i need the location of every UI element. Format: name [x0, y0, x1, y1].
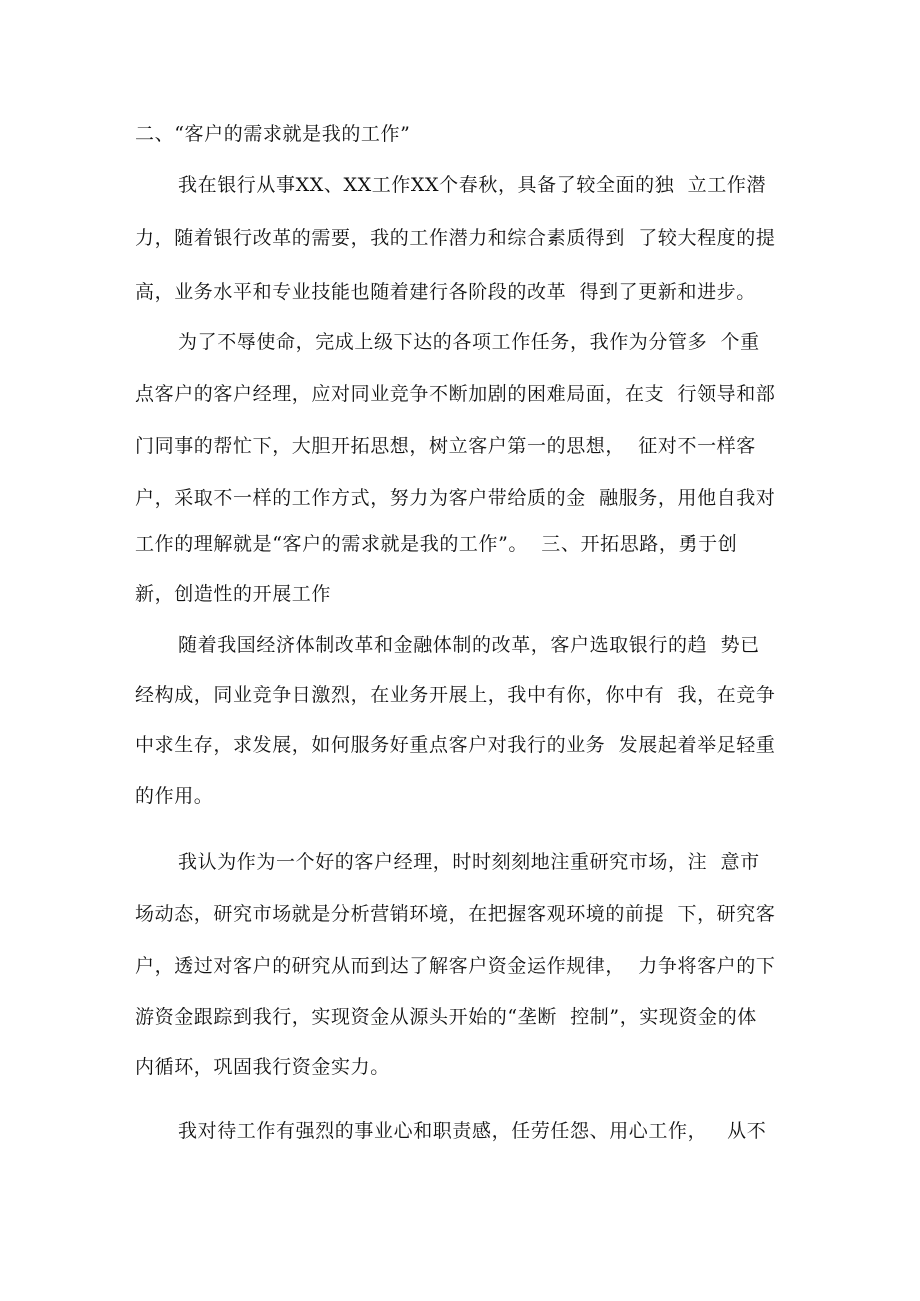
paragraph-4-line-4: 游资金跟踪到我行，实现资金从源头开始的“垄断 控制”，实现资金的体 — [135, 1006, 757, 1028]
paragraph-1-line-3: 高，业务水平和专业技能也随着建行各阶段的改革 得到了更新和进步。 — [135, 281, 756, 303]
paragraph-3-line-4: 的作用。 — [135, 785, 214, 807]
paragraph-4-line-2: 场动态，研究市场就是分析营销环境，在把握客观环境的前提 下，研究客 — [135, 903, 776, 925]
paragraph-2-line-5: 工作的理解就是“客户的需求就是我的工作”。 三、开拓思路，勇于创 — [135, 533, 738, 555]
paragraph-4-line-5: 内循环，巩固我行资金实力。 — [135, 1056, 390, 1078]
paragraph-2-line-1: 为了不辱使命，完成上级下达的各项工作任务，我作为分管多 个重 — [178, 331, 760, 353]
paragraph-2-line-2: 点客户的客户经理，应对同业竞争不断加剧的困难局面，在支 行领导和部 — [135, 383, 776, 405]
paragraph-3-line-1: 随着我国经济体制改革和金融体制的改革，客户选取银行的趋 势已 — [178, 634, 760, 656]
paragraph-4-line-1: 我认为作为一个好的客户经理，时时刻刻地注重研究市场，注 意市 — [178, 851, 760, 873]
paragraph-3-line-2: 经构成，同业竞争日激烈，在业务开展上，我中有你，你中有 我，在竞争 — [135, 684, 776, 706]
paragraph-2-line-3: 门同事的帮忙下，大胆开拓思想，树立客户第一的思想， 征对不一样客 — [135, 435, 756, 457]
paragraph-1-line-1: 我在银行从事XX、XX工作XX个春秋，具备了较全面的独 立工作潜 — [178, 174, 767, 196]
paragraph-1-line-2: 力，随着银行改革的需要，我的工作潜力和综合素质得到 了较大程度的提 — [135, 227, 776, 249]
section-heading-2: 二、“客户的需求就是我的工作” — [135, 123, 411, 145]
paragraph-5-line-1: 我对待工作有强烈的事业心和职责感，任劳任怨、用心工作， 从不 — [178, 1120, 767, 1142]
paragraph-2-line-6: 新，创造性的开展工作 — [135, 583, 332, 605]
paragraph-2-line-4: 户，采取不一样的工作方式，努力为客户带给质的金 融服务，用他自我对 — [135, 487, 776, 509]
paragraph-3-line-3: 中求生存，求发展，如何服务好重点客户对我行的业务 发展起着举足轻重 — [135, 734, 776, 756]
paragraph-4-line-3: 户，透过对客户的研究从而到达了解客户资金运作规律， 力争将客户的下 — [135, 955, 776, 977]
